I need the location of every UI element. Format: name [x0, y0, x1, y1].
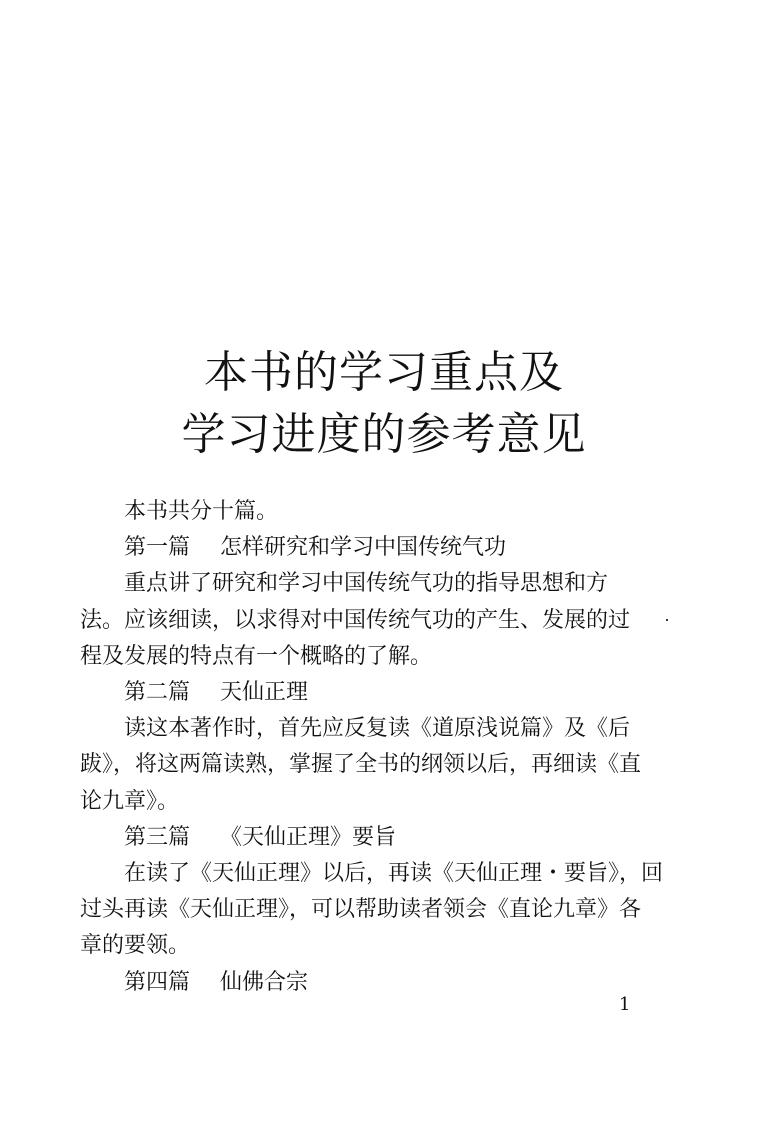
- section-1-label: 第一篇: [124, 535, 191, 561]
- section-2-line-1: 读这本著作时，首先应反复读《道原浅说篇》及《后: [124, 716, 631, 742]
- section-2-label: 第二篇: [124, 680, 191, 706]
- section-4-heading: [80, 965, 664, 1001]
- page-title-line-1: 本书的学习重点及: [204, 347, 564, 398]
- section-3-line-1: 在读了《天仙正理》以后，再读《天仙正理・要旨》，回: [124, 861, 664, 887]
- section-3-label: 第三篇: [124, 824, 191, 850]
- section-1-heading: [80, 530, 664, 566]
- section-2-heading: [80, 675, 664, 711]
- page-title-line-2: 学习进度的参考意见: [181, 409, 587, 460]
- section-4-label: 第四篇: [124, 969, 191, 995]
- body-text: [80, 494, 664, 1001]
- section-2-title: 天仙正理: [220, 680, 309, 706]
- section-3-line-2: 过头再读《天仙正理》，可以帮助读者领会《直论九章》各: [80, 897, 642, 923]
- section-1-line-3: 程及发展的特点有一个概略的了解。: [80, 643, 433, 669]
- section-1-line-1: 重点讲了研究和学习中国传统气功的指导思想和方: [124, 571, 609, 597]
- scan-speck: [666, 619, 668, 621]
- section-4-title: 仙佛合宗: [220, 969, 309, 995]
- section-3-title: 《天仙正理》要旨: [220, 824, 397, 850]
- page-number: 1: [619, 994, 631, 1015]
- section-1-title: 怎样研究和学习中国传统气功: [220, 535, 507, 561]
- section-1-line-2: 法。应该细读，以求得对中国传统气功的产生、发展的过: [80, 607, 631, 633]
- section-2-line-2: 跋》，将这两篇读熟，掌握了全书的纲领以后，再细读《直: [80, 752, 642, 778]
- section-2-line-3: 论九章》。: [80, 788, 180, 814]
- intro-paragraph: 本书共分十篇。: [124, 499, 279, 524]
- section-3-heading: [80, 820, 664, 856]
- section-3-line-3: 章的要领。: [80, 933, 191, 959]
